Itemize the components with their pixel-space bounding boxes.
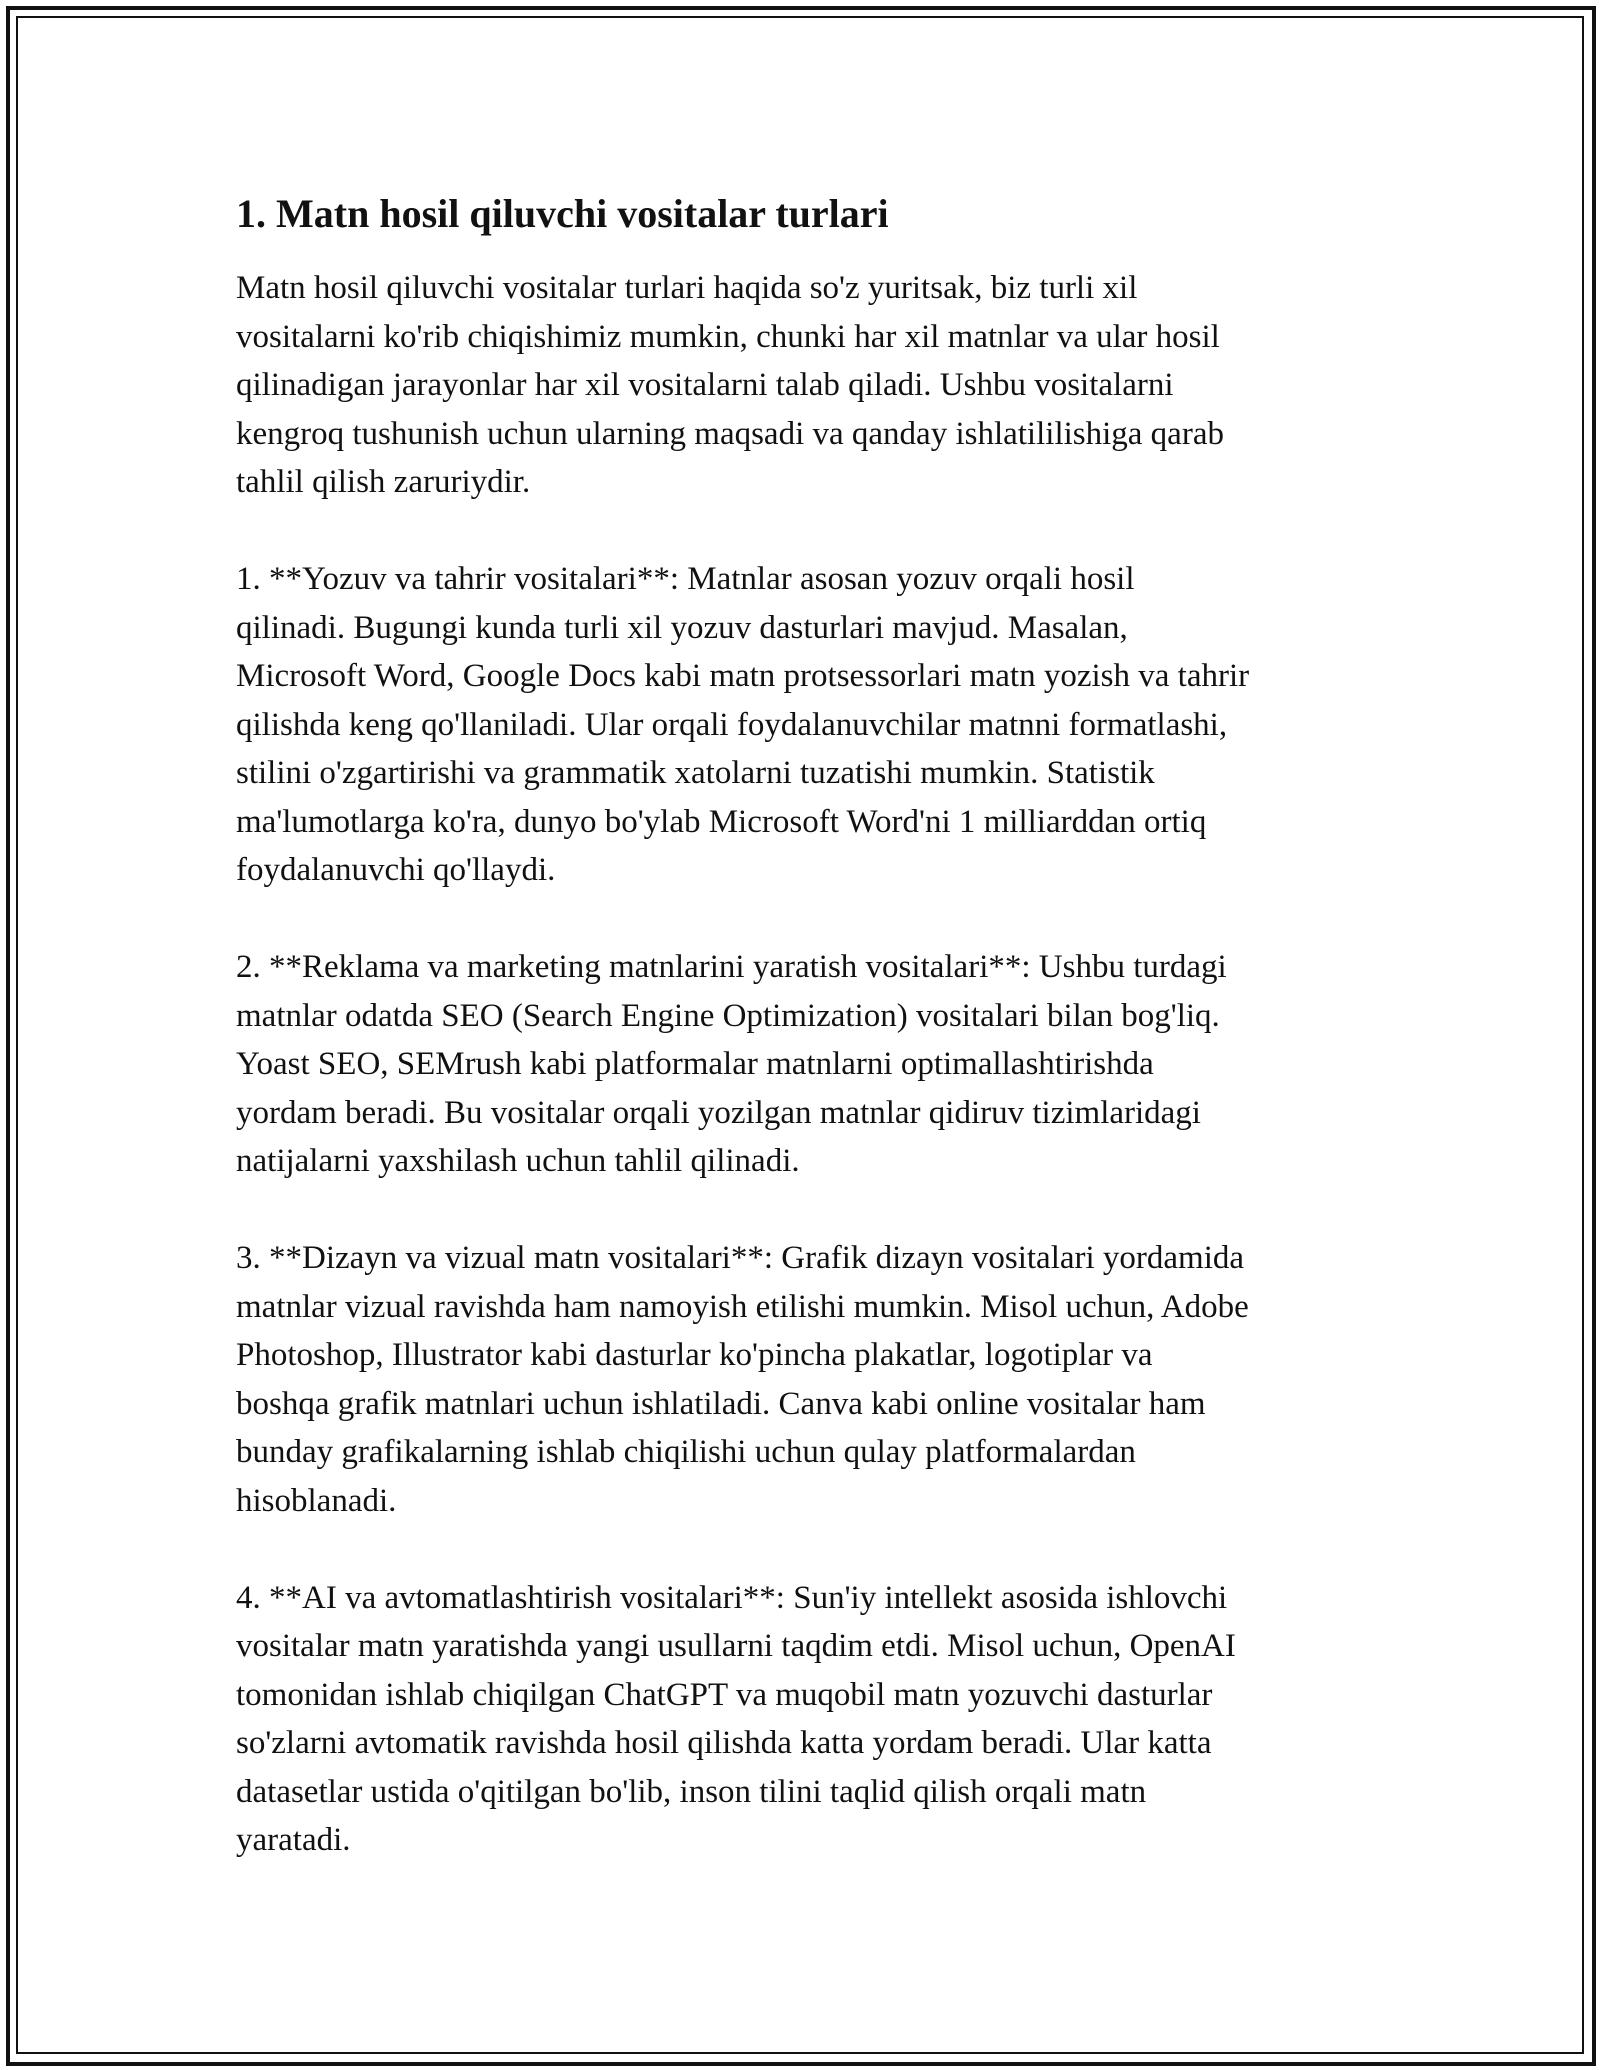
document-title: 1. Matn hosil qiluvchi vositalar turlari (236, 191, 889, 236)
paragraph-design-tools: 3. **Dizayn va vizual matn vositalari**: Grafik dizayn vositalari yordamida matnlar vizual ravishda ham namoyish etilishi mumkin. Misol uchun, Adobe Photoshop, Illustrator kabi dasturlar ko'pincha plakatlar, logotiplar va boshqa grafik matnlari uchun ishlatiladi. Canva kabi online vositalar ham bunday grafikalarning ishlab chiqilishi uchun qulay platformalardan hisoblanadi. (236, 1240, 1249, 1519)
intro-paragraph: Matn hosil qiluvchi vositalar turlari haqida so'z yuritsak, biz turli xil vositalarni ko'rib chiqishimiz mumkin, chunki har xil matnlar va ular hosil qilinadigan jarayonlar har xil vositalarni talab qiladi. Ushbu vositalarni kengroq tushunish uchun ularning maqsadi va qanday ishlatililishiga qarab tahlil qilish zaruriydir. (236, 270, 1224, 500)
paragraph-writing-tools: 1. **Yozuv va tahrir vositalari**: Matnlar asosan yozuv orqali hosil qilinadi. Bugungi kunda turli xil yozuv dasturlari mavjud. Masalan, Microsoft Word, Google Docs kabi matn protsessorlari matn yozish va tahrir qilishda keng qo'llaniladi. Ular orqali foydalanuvchilar matnni formatlashi, stilini o'zgartirishi va grammatik xatolarni tuzatishi mumkin. Statistik ma'lumotlarga ko'ra, dunyo bo'ylab Microsoft Word'ni 1 milliarddan ortiq foydalanuvchi qo'llaydi. (236, 561, 1250, 888)
document-body (236, 186, 1386, 1913)
paragraph-marketing-tools: 2. **Reklama va marketing matnlarini yaratish vositalari**: Ushbu turdagi matnlar odatda SEO (Search Engine Optimization) vositalari bilan bog'liq. Yoast SEO, SEMrush kabi platformalar matnlarni optimallashtirishda yordam beradi. Bu vositalar orqali yozilgan matnlar qidiruv tizimlaridagi natijalarni yaxshilash uchun tahlil qilinadi. (236, 949, 1227, 1179)
paragraph-ai-tools: 4. **AI va avtomatlashtirish vositalari**: Sun'iy intellekt asosida ishlovchi vositalar matn yaratishda yangi usullarni taqdim etdi. Misol uchun, OpenAI tomonidan ishlab chiqilgan ChatGPT va muqobil matn yozuvchi dasturlar so'zlarni avtomatik ravishda hosil qilishda katta yordam beradi. Ular katta datasetlar ustida o'qitilgan bo'lib, inson tilini taqlid qilish orqali matn yaratadi. (236, 1579, 1236, 1858)
